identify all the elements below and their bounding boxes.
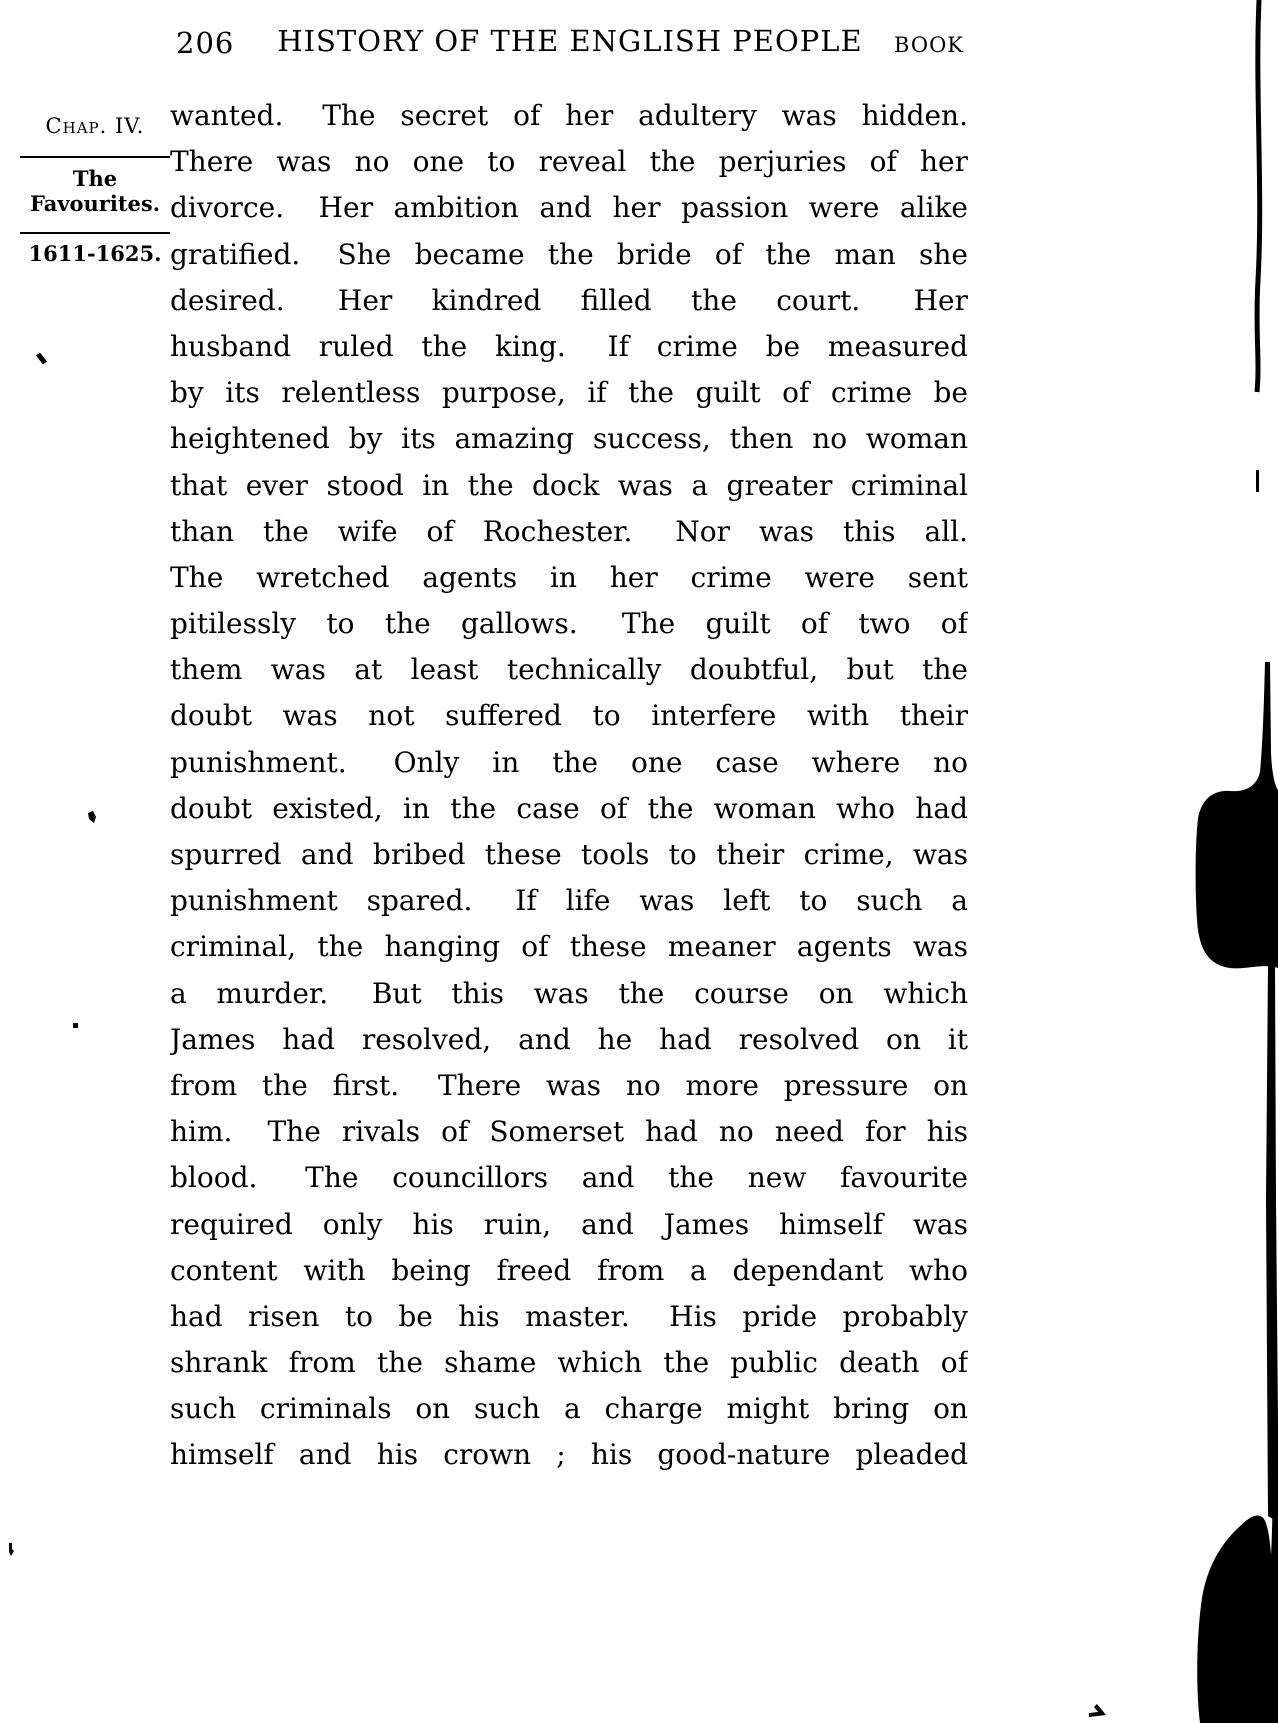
text-line: punishment. Only in the one case where no: [170, 745, 968, 779]
stray-mark-bottom-right-artifact: [1089, 1704, 1106, 1717]
page-title: HISTORY OF THE ENGLISH PEOPLE: [277, 24, 863, 58]
text-line: that ever stood in the dock was a greater criminal: [170, 468, 968, 502]
right-edge-vertical-line-top-artifact: [1257, 0, 1260, 392]
text-line: desired. Her kindred filled the court. Her: [170, 283, 968, 317]
text-line: husband ruled the king. If crime be measured: [170, 329, 968, 363]
stray-mark-left-lower-artifact: [9, 1543, 14, 1556]
running-head: [170, 22, 970, 66]
stray-mark-left-middle-artifact: [88, 811, 96, 823]
text-line: himself and his crown ; his good-nature pleaded: [170, 1438, 968, 1472]
text-line: pitilessly to the gallows. The guilt of two of: [170, 607, 968, 641]
margin-notes: [20, 0, 170, 400]
right-margin-ink-blot-upper-artifact: [1196, 662, 1278, 968]
chapter-note: Chap. IV.: [45, 114, 145, 138]
text-line: gratified. She became the bride of the man she: [170, 237, 968, 271]
right-edge-line-tick-artifact: [1256, 470, 1259, 492]
date-range-note: 1611-1625.: [28, 241, 162, 266]
text-line: content with being freed from a dependant who: [170, 1253, 968, 1287]
body-text: [170, 93, 968, 1479]
text-line: wanted. The secret of her adultery was hidden.: [170, 99, 968, 132]
section-note-line2: Favourites.: [29, 191, 161, 216]
text-line: divorce. Her ambition and her passion were alike: [170, 191, 968, 225]
text-line: a murder. But this was the course on which: [170, 976, 968, 1010]
text-line: from the first. There was no more pressure on: [170, 1068, 968, 1102]
right-margin-ink-blot-lower-artifact: [1197, 1505, 1278, 1723]
text-line: blood. The councillors and the new favourite: [170, 1161, 968, 1195]
text-line: spurred and bribed these tools to their crime, was: [170, 838, 968, 871]
text-line: by its relentless purpose, if the guilt of crime be: [170, 376, 968, 410]
section-note-line1: The: [72, 166, 118, 191]
page-number: 206: [176, 26, 235, 60]
right-edge-vertical-line-middle-artifact: [1266, 965, 1278, 1522]
text-line: them was at least technically doubtful, but the: [170, 653, 968, 687]
text-line: had risen to be his master. His pride probably: [170, 1299, 968, 1333]
text-line: doubt was not suffered to interfere with their: [170, 699, 968, 733]
text-line: such criminals on such a charge might bring on: [170, 1392, 968, 1426]
text-line: than the wife of Rochester. Nor was this all.: [170, 514, 968, 548]
stray-dot-left-artifact: [73, 1023, 78, 1028]
margin-rule-divider: [20, 156, 170, 158]
text-line: There was no one to reveal the perjuries of her: [170, 145, 968, 179]
text-line: heightened by its amazing success, then no woman: [170, 422, 968, 456]
text-line: criminal, the hanging of these meaner agents was: [170, 930, 968, 964]
text-line: doubt existed, in the case of the woman who had: [170, 791, 968, 825]
text-line: James had resolved, and he had resolved on it: [170, 1022, 968, 1056]
text-line: The wretched agents in her crime were sent: [170, 560, 968, 594]
margin-rule-divider: [20, 232, 170, 234]
text-line: shrank from the shame which the public death of: [170, 1346, 968, 1380]
book-label: BOOK: [894, 33, 964, 57]
text-line: punishment spared. If life was left to such a: [170, 884, 968, 918]
text-line: required only his ruin, and James himself was: [170, 1207, 968, 1241]
text-line: him. The rivals of Somerset had no need for his: [170, 1115, 968, 1149]
